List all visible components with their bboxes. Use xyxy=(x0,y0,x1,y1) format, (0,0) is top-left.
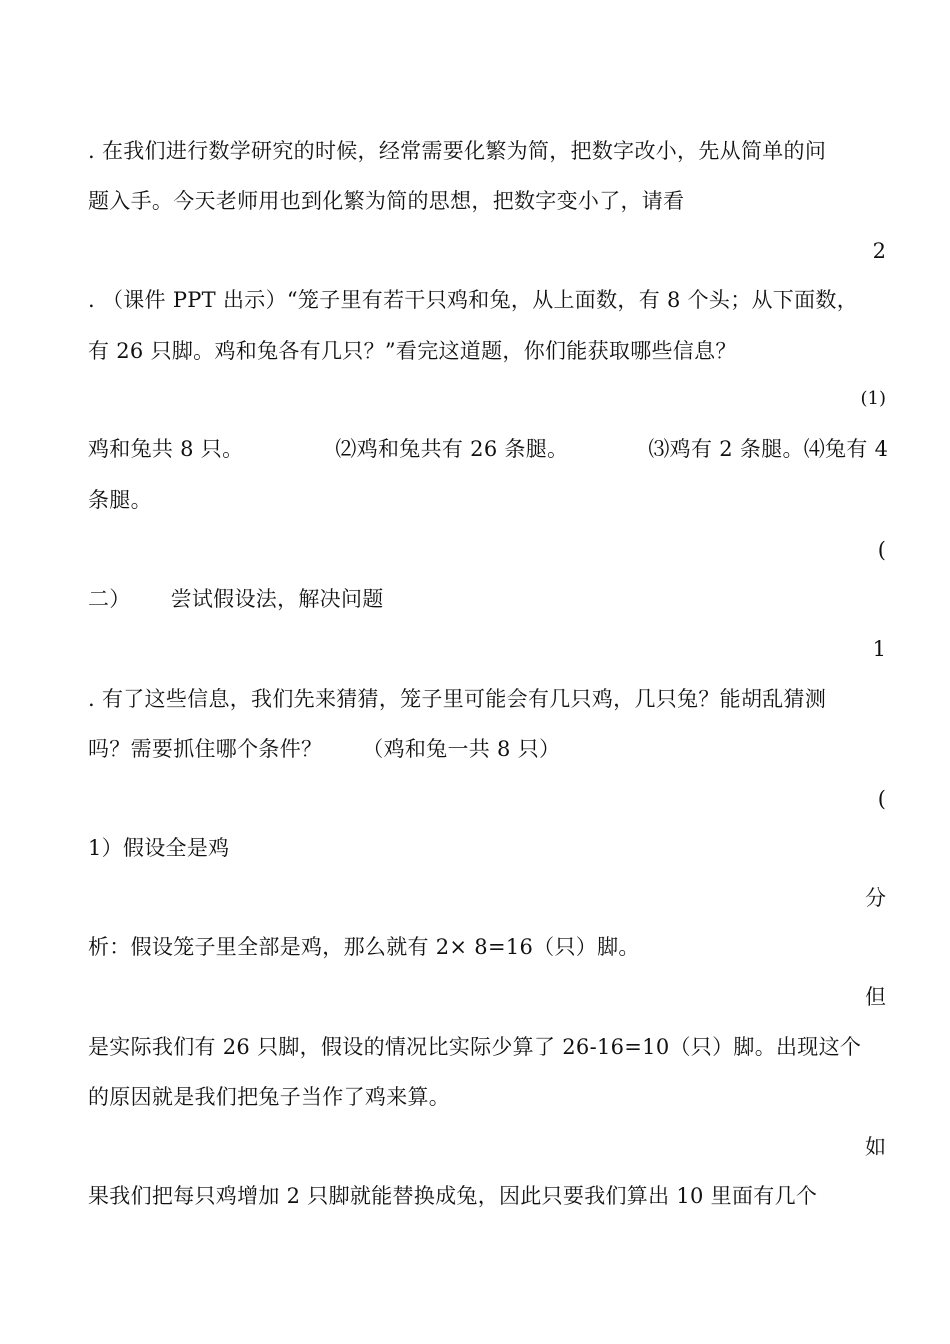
answer-note: （鸡和兔一共 8 只） xyxy=(362,737,561,761)
paragraph-line xyxy=(88,735,560,763)
paragraph-line: 题入手。今天老师用也到化繁为简的思想，把数字变小了，请看 xyxy=(88,189,685,213)
paragraph-line: 有 26 只脚。鸡和兔各有几只？”看完这道题，你们能获取哪些信息？ xyxy=(88,339,737,363)
list-number: 1 xyxy=(872,637,886,661)
question-text: 吗？需要抓住哪个条件？ xyxy=(88,737,323,761)
line-start-char: 如 xyxy=(865,1135,886,1159)
list-number: 2 xyxy=(872,239,886,263)
paragraph-line: 条腿。 xyxy=(88,488,152,512)
paragraph-line: 的原因就是我们把兔子当作了鸡来算。 xyxy=(88,1085,451,1109)
section-number: 二） xyxy=(88,587,131,611)
line-start-char: 分 xyxy=(865,886,886,910)
info-item-3: ⑶鸡有 2 条腿。⑷兔有 4 xyxy=(648,437,889,461)
list-number: ( xyxy=(877,787,886,811)
list-number: ( xyxy=(877,538,886,562)
paragraph-line: 果我们把每只鸡增加 2 只脚就能替换成兔，因此只要我们算出 10 里面有几个 xyxy=(88,1184,818,1208)
paragraph-line: 是实际我们有 26 只脚，假设的情况比实际少算了 26-16=10（只）脚。出现这个 xyxy=(88,1035,862,1059)
subheading: 1）假设全是鸡 xyxy=(88,836,230,860)
info-item-1: 鸡和兔共 8 只。 xyxy=(88,437,244,461)
paragraph-line: . 在我们进行数学研究的时候，经常需要化繁为简，把数字改小，先从简单的问 xyxy=(88,139,827,163)
paragraph-line: 析：假设笼子里全部是鸡，那么就有 2× 8=16（只）脚。 xyxy=(88,935,640,959)
paragraph-line: . （课件 PPT 出示）“笼子里有若干只鸡和兔，从上面数，有 8 个头；从下面数， xyxy=(88,288,859,312)
list-number: (1) xyxy=(860,388,886,409)
line-start-char: 但 xyxy=(865,985,886,1009)
paragraph-line: . 有了这些信息，我们先来猜猜，笼子里可能会有几只鸡，几只兔？能胡乱猜测 xyxy=(88,687,827,711)
section-heading xyxy=(88,585,384,613)
section-title: 尝试假设法，解决问题 xyxy=(170,587,384,611)
paragraph-line xyxy=(88,435,888,463)
info-item-2: ⑵鸡和兔共有 26 条腿。 xyxy=(335,437,569,461)
